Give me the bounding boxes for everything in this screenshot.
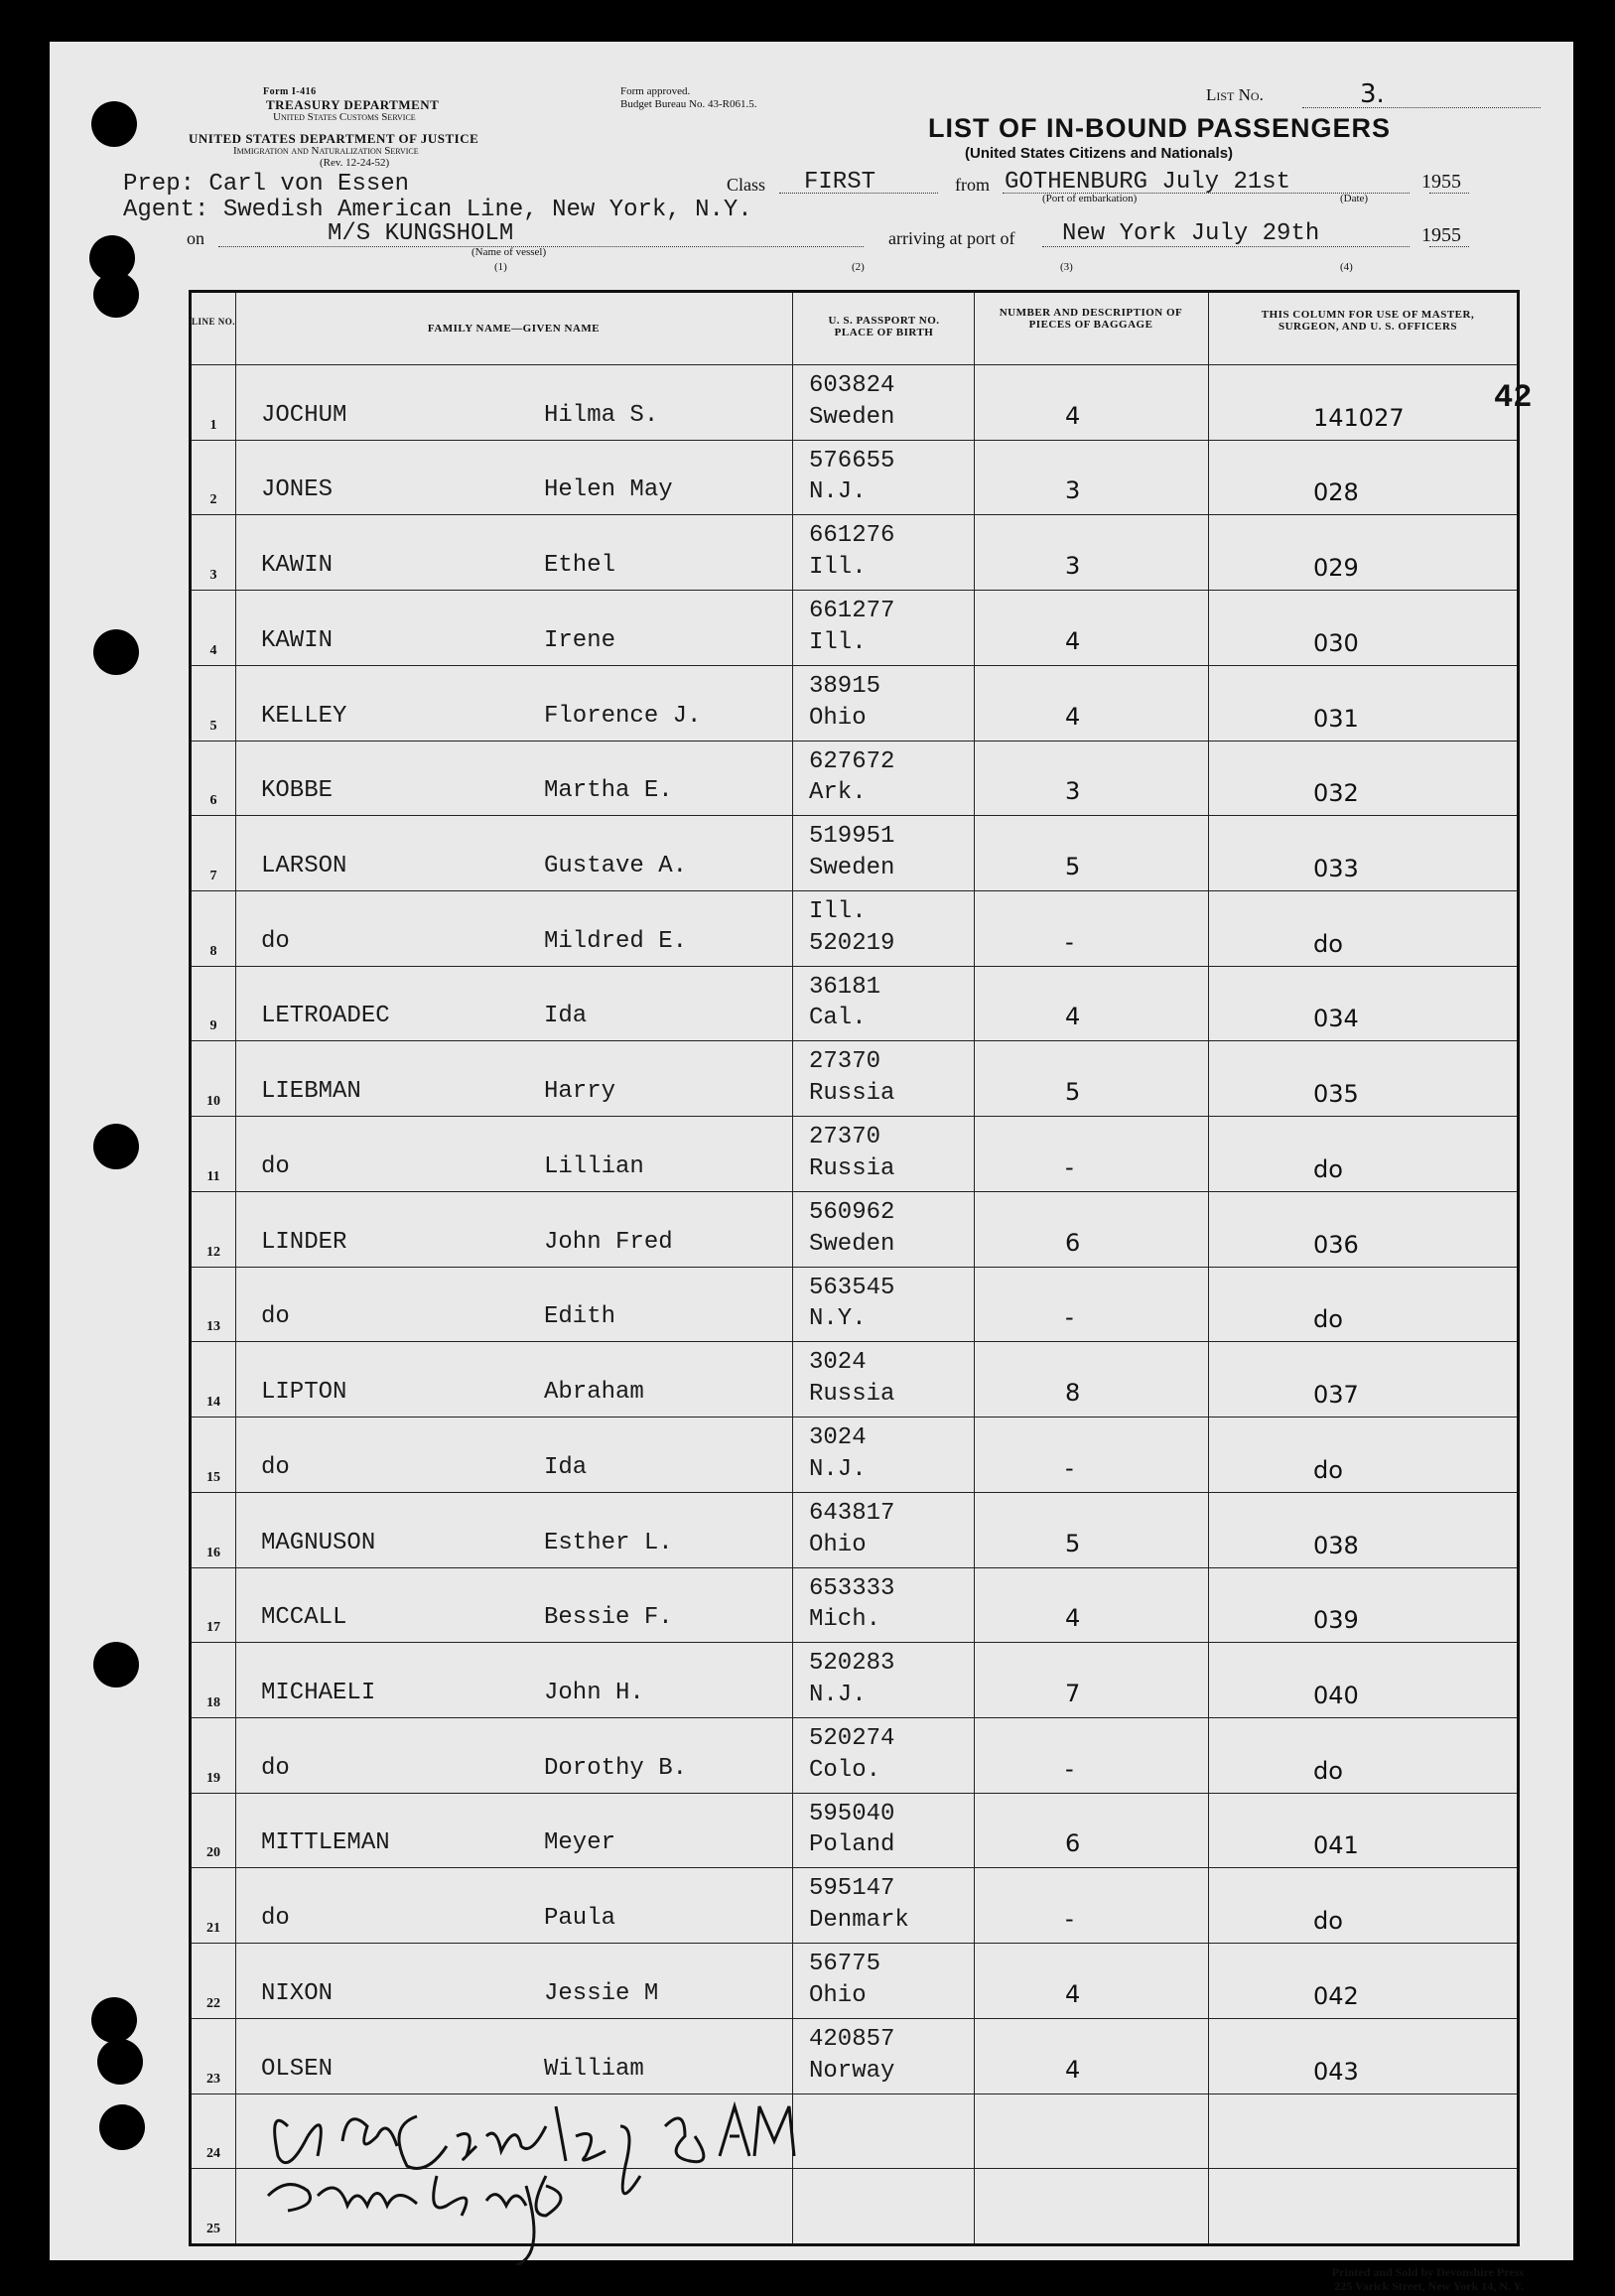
page-title: LIST OF IN-BOUND PASSENGERS xyxy=(928,113,1392,143)
place-of-birth: Ark. xyxy=(809,779,867,807)
line-number: 6 xyxy=(209,793,217,809)
line-number: 25 xyxy=(206,2221,220,2236)
place-of-birth: Sweden xyxy=(809,1230,895,1258)
footer-line-1: Printed and Sold by Devonshire Press xyxy=(1331,2265,1524,2279)
given-name: Bessie F. xyxy=(544,1604,673,1632)
baggage-count: 6 xyxy=(1065,1829,1081,1858)
table-row xyxy=(192,1191,1517,1267)
from-value: GOTHENBURG July 21st xyxy=(1005,169,1291,196)
baggage-count: 3 xyxy=(1065,476,1081,505)
line-number: 9 xyxy=(209,1018,217,1034)
col-header-officers: THIS COLUMN FOR USE OF MASTER, SURGEON, AND U. S. OFFICERS xyxy=(1261,309,1475,333)
vessel-name: M/S KUNGSHOLM xyxy=(328,220,514,247)
given-name: Hilma S. xyxy=(544,401,659,429)
baggage-count: 4 xyxy=(1065,1604,1081,1633)
place-of-birth: Cal. xyxy=(809,1005,867,1032)
passenger-table xyxy=(189,290,1520,2246)
punch-hole xyxy=(93,272,139,318)
table-row xyxy=(192,1567,1517,1643)
line-number: 7 xyxy=(209,869,217,884)
form-number: Form I-416 xyxy=(263,86,317,97)
table-row xyxy=(192,1717,1517,1793)
given-name: Harry xyxy=(544,1078,616,1106)
officer-number: 032 xyxy=(1313,779,1359,808)
place-of-birth: N.Y. xyxy=(809,1305,867,1333)
passport-number: 603824 xyxy=(809,372,895,399)
place-of-birth: Russia xyxy=(809,1154,895,1182)
given-name: Abraham xyxy=(544,1379,644,1407)
family-name: KELLEY xyxy=(261,702,347,730)
col-header-baggage: NUMBER AND DESCRIPTION OF PIECES OF BAGGAGE xyxy=(999,307,1183,331)
given-name: Edith xyxy=(544,1303,616,1331)
family-name: OLSEN xyxy=(261,2055,334,2083)
place-of-birth: Sweden xyxy=(809,403,895,431)
place-of-birth: Russia xyxy=(809,1080,895,1108)
baggage-count: 4 xyxy=(1065,1979,1081,2008)
printer-footer xyxy=(1332,2265,1524,2293)
line-number: 10 xyxy=(206,1094,220,1110)
place-of-birth: N.J. xyxy=(809,478,867,506)
place-of-birth: 520219 xyxy=(809,929,895,957)
passport-number: 595040 xyxy=(809,1800,895,1827)
table-row xyxy=(192,1116,1517,1191)
family-name: do xyxy=(261,1754,290,1782)
place-of-birth: Ohio xyxy=(809,704,867,732)
family-name: NIXON xyxy=(261,1979,334,2007)
table-row xyxy=(192,1867,1517,1943)
given-name: William xyxy=(544,2055,644,2083)
baggage-count: - xyxy=(1065,1905,1074,1934)
vessel-note: (Name of vessel) xyxy=(471,246,547,258)
passport-number: 36181 xyxy=(809,973,881,1001)
prep-line: Prep: Carl von Essen xyxy=(123,171,410,198)
officer-number: 028 xyxy=(1313,478,1359,507)
from-label: from xyxy=(955,175,990,195)
class-value: FIRST xyxy=(804,169,876,196)
family-name: MAGNUSON xyxy=(261,1529,376,1556)
officer-number: 141027 xyxy=(1313,403,1405,432)
given-name: Helen May xyxy=(544,476,673,504)
table-row xyxy=(192,741,1517,816)
given-name: Mildred E. xyxy=(544,927,688,955)
passport-number: 643817 xyxy=(809,1499,895,1527)
family-name: do xyxy=(261,1905,290,1933)
table-row xyxy=(192,815,1517,890)
family-name: do xyxy=(261,927,290,955)
baggage-count: 4 xyxy=(1065,702,1081,731)
arrival-value: New York July 29th xyxy=(1062,220,1320,247)
table-row xyxy=(192,590,1517,665)
col-header-passport: U. S. PASSPORT NO. PLACE OF BIRTH xyxy=(828,315,940,338)
line-number: 13 xyxy=(206,1319,220,1335)
passport-number: 520274 xyxy=(809,1724,895,1752)
baggage-count: 3 xyxy=(1065,552,1081,581)
class-label: Class xyxy=(727,175,766,195)
family-name: MICHAELI xyxy=(261,1679,376,1706)
passport-number: 3024 xyxy=(809,1349,867,1377)
family-name: JOCHUM xyxy=(261,401,347,429)
family-name: LETROADEC xyxy=(261,1003,390,1030)
line-number: 3 xyxy=(209,568,217,584)
line-number: 5 xyxy=(209,718,217,734)
family-name: KAWIN xyxy=(261,626,334,654)
line-number: 17 xyxy=(206,1620,220,1636)
table-row xyxy=(192,1492,1517,1567)
col-header-line: LINE NO. xyxy=(192,317,236,327)
col-num-1: (1) xyxy=(494,261,507,273)
family-name: do xyxy=(261,1453,290,1481)
officer-number: do xyxy=(1313,1305,1343,1334)
line-number: 24 xyxy=(206,2146,220,2162)
passport-number: 3024 xyxy=(809,1424,867,1452)
passport-number: 520283 xyxy=(809,1650,895,1678)
list-no-label: List No. xyxy=(1206,85,1264,104)
place-of-birth: Mich. xyxy=(809,1606,881,1634)
footer-line-2: 225 Varick Street, New York 14, N. Y. xyxy=(1334,2279,1524,2293)
passport-number: 595147 xyxy=(809,1875,895,1903)
table-row xyxy=(192,1642,1517,1717)
on-label: on xyxy=(187,228,204,248)
given-name: Ethel xyxy=(544,552,616,580)
punch-hole xyxy=(91,1997,137,2043)
treasury-dept: TREASURY DEPARTMENT xyxy=(266,97,440,112)
line-number: 15 xyxy=(206,1469,220,1485)
family-name: do xyxy=(261,1152,290,1180)
baggage-count: 8 xyxy=(1065,1379,1081,1408)
table-row xyxy=(192,665,1517,741)
line-number: 22 xyxy=(206,1995,220,2011)
family-name: LINDER xyxy=(261,1228,347,1256)
passport-number: 560962 xyxy=(809,1198,895,1226)
punch-hole xyxy=(99,2104,145,2150)
place-of-birth: Norway xyxy=(809,2057,895,2085)
place-of-birth: Russia xyxy=(809,1381,895,1409)
baggage-count: 4 xyxy=(1065,1003,1081,1031)
baggage-count: 4 xyxy=(1065,2055,1081,2084)
table-row xyxy=(192,1417,1517,1492)
baggage-count: 7 xyxy=(1065,1679,1081,1707)
baggage-count: 4 xyxy=(1065,626,1081,655)
place-of-birth: Sweden xyxy=(809,855,895,882)
given-name: Meyer xyxy=(544,1829,616,1857)
ins-service: Immigration and Naturalization Service xyxy=(233,145,419,157)
document-page xyxy=(50,42,1573,2293)
place-of-birth: Ill. xyxy=(809,628,867,656)
line-number: 23 xyxy=(206,2071,220,2087)
officer-number: 031 xyxy=(1313,704,1359,733)
passport-number: 56775 xyxy=(809,1951,881,1978)
baggage-count: - xyxy=(1065,1152,1074,1181)
line-number: 2 xyxy=(209,492,217,508)
year-embark: 1955 xyxy=(1421,171,1461,193)
baggage-count: 4 xyxy=(1065,401,1081,430)
passport-number: 27370 xyxy=(809,1048,881,1076)
line-number: 21 xyxy=(206,1921,220,1937)
family-name: KOBBE xyxy=(261,777,334,805)
punch-hole xyxy=(97,2039,143,2085)
baggage-count: 6 xyxy=(1065,1228,1081,1257)
passport-number: 519951 xyxy=(809,823,895,851)
place-of-birth: Ohio xyxy=(809,1981,867,2009)
form-approved: Form approved. xyxy=(620,85,691,97)
agent-line: Agent: Swedish American Line, New York, N.Y. xyxy=(123,197,752,223)
officer-number: 030 xyxy=(1313,628,1359,657)
page-number: 42 xyxy=(1494,379,1533,416)
place-of-birth: N.J. xyxy=(809,1455,867,1483)
inspector-signature xyxy=(248,2067,943,2265)
baggage-count: - xyxy=(1065,927,1074,956)
passport-number: 661276 xyxy=(809,522,895,550)
baggage-count: 5 xyxy=(1065,853,1081,881)
given-name: Jessie M xyxy=(544,1979,659,2007)
given-name: John H. xyxy=(544,1679,644,1706)
passport-number: 27370 xyxy=(809,1124,881,1151)
given-name: Paula xyxy=(544,1905,616,1933)
passport-number: 661277 xyxy=(809,598,895,625)
officer-number: 043 xyxy=(1313,2057,1359,2086)
officer-number: do xyxy=(1313,929,1343,958)
given-name: Lillian xyxy=(544,1152,644,1180)
officer-number: do xyxy=(1313,1756,1343,1785)
given-name: Ida xyxy=(544,1003,588,1030)
col-num-4: (4) xyxy=(1340,261,1353,273)
line-number: 18 xyxy=(206,1694,220,1710)
budget-bureau: Budget Bureau No. 43-R061.5. xyxy=(620,98,757,110)
line-number: 8 xyxy=(209,943,217,959)
revision: (Rev. 12-24-52) xyxy=(320,157,390,169)
justice-dept: UNITED STATES DEPARTMENT OF JUSTICE xyxy=(189,131,479,146)
col-num-2: (2) xyxy=(852,261,865,273)
table-row xyxy=(192,440,1517,515)
officer-number: do xyxy=(1313,1907,1343,1936)
baggage-count: 5 xyxy=(1065,1078,1081,1107)
family-name: JONES xyxy=(261,476,334,504)
officer-number: 038 xyxy=(1313,1531,1359,1559)
officer-number: 040 xyxy=(1313,1681,1359,1709)
table-row xyxy=(192,966,1517,1041)
customs-service: United States Customs Service xyxy=(273,111,416,123)
passport-number: 627672 xyxy=(809,747,895,775)
punch-hole xyxy=(93,629,139,675)
baggage-count: - xyxy=(1065,1754,1074,1783)
family-name: LIPTON xyxy=(261,1379,347,1407)
line-number: 4 xyxy=(209,642,217,658)
table-row xyxy=(192,890,1517,966)
table-row xyxy=(192,1943,1517,2018)
officer-number: do xyxy=(1313,1154,1343,1183)
officer-number: 034 xyxy=(1313,1005,1359,1033)
family-name: LIEBMAN xyxy=(261,1078,361,1106)
passport-number: 576655 xyxy=(809,447,895,474)
baggage-count: 5 xyxy=(1065,1529,1081,1557)
table-row xyxy=(192,364,1517,440)
year-arrival: 1955 xyxy=(1421,224,1461,246)
table-row xyxy=(192,514,1517,590)
place-of-birth: Colo. xyxy=(809,1756,881,1784)
baggage-count: - xyxy=(1065,1453,1074,1482)
table-row xyxy=(192,1040,1517,1116)
passport-number: 420857 xyxy=(809,2025,895,2053)
family-name: MITTLEMAN xyxy=(261,1829,390,1857)
line-number: 14 xyxy=(206,1395,220,1411)
given-name: Ida xyxy=(544,1453,588,1481)
family-name: do xyxy=(261,1303,290,1331)
officer-number: do xyxy=(1313,1455,1343,1484)
place-of-birth: N.J. xyxy=(809,1681,867,1708)
officer-number: 033 xyxy=(1313,855,1359,883)
passport-number: 653333 xyxy=(809,1574,895,1602)
date-note: (Date) xyxy=(1340,193,1369,204)
line-number: 19 xyxy=(206,1770,220,1786)
list-no-value: 3. xyxy=(1360,79,1385,109)
officer-number: 041 xyxy=(1313,1831,1359,1860)
line-number: 16 xyxy=(206,1545,220,1560)
port-embark-note: (Port of embarkation) xyxy=(1042,193,1138,204)
place-of-birth: Ohio xyxy=(809,1531,867,1558)
officer-number: 029 xyxy=(1313,554,1359,583)
officer-number: 035 xyxy=(1313,1080,1359,1109)
given-name: Florence J. xyxy=(544,702,702,730)
punch-hole xyxy=(93,1642,139,1688)
line-number: 1 xyxy=(209,417,217,433)
officer-number: 039 xyxy=(1313,1606,1359,1635)
baggage-count: 3 xyxy=(1065,777,1081,806)
given-name: Martha E. xyxy=(544,777,673,805)
place-of-birth: Poland xyxy=(809,1831,895,1859)
arriving-label: arriving at port of xyxy=(888,228,1015,248)
family-name: KAWIN xyxy=(261,552,334,580)
given-name: Esther L. xyxy=(544,1529,673,1556)
table-row xyxy=(192,1793,1517,1868)
place-of-birth: Ill. xyxy=(809,554,867,582)
line-number: 20 xyxy=(206,1845,220,1861)
table-row xyxy=(192,1341,1517,1417)
page-subtitle: (United States Citizens and Nationals) xyxy=(965,145,1234,162)
passport-number: 38915 xyxy=(809,672,881,700)
passport-number: 563545 xyxy=(809,1274,895,1301)
punch-hole xyxy=(91,101,137,147)
baggage-count: - xyxy=(1065,1303,1074,1332)
col-header-name: FAMILY NAME—GIVEN NAME xyxy=(427,323,601,335)
officer-number: 036 xyxy=(1313,1230,1359,1259)
passport-number: Ill. xyxy=(809,898,867,926)
officer-number: 042 xyxy=(1313,1981,1359,2010)
given-name: John Fred xyxy=(544,1228,673,1256)
col-num-3: (3) xyxy=(1060,261,1073,273)
officer-number: 037 xyxy=(1313,1381,1359,1410)
family-name: LARSON xyxy=(261,853,347,880)
given-name: Dorothy B. xyxy=(544,1754,688,1782)
line-number: 12 xyxy=(206,1244,220,1260)
given-name: Gustave A. xyxy=(544,853,688,880)
punch-hole xyxy=(93,1124,139,1169)
table-row xyxy=(192,1267,1517,1342)
line-number: 11 xyxy=(206,1168,220,1184)
place-of-birth: Denmark xyxy=(809,1907,909,1935)
family-name: MCCALL xyxy=(261,1604,347,1632)
given-name: Irene xyxy=(544,626,616,654)
